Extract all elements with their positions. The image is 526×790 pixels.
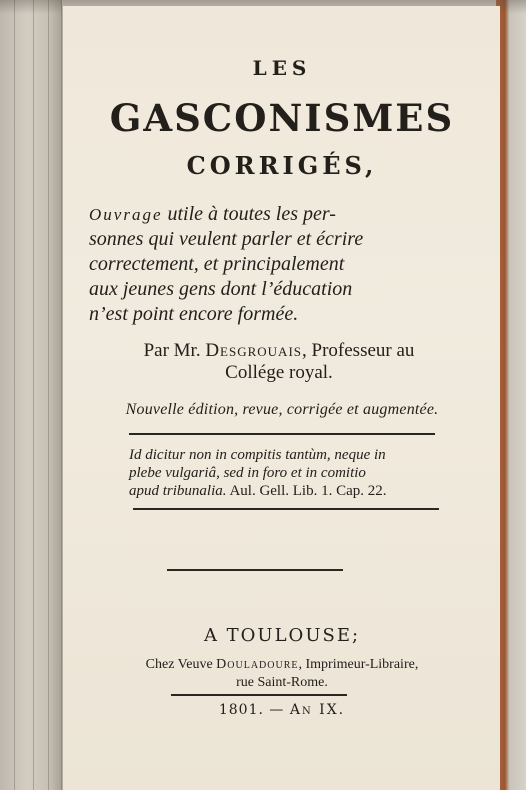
imprint-printer: Chez Veuve Douladoure, Imprimeur-Libraire, rue Saint-Rome.: [77, 656, 487, 692]
printer-name: Douladoure: [216, 657, 299, 672]
edition-note: Nouvelle édition, revue, corrigée et augmentée.: [125, 401, 439, 418]
printer-address: rue Saint-Rome.: [236, 675, 328, 690]
page-subtitle: CORRIGÉS,: [186, 151, 378, 180]
description-line-4: aux jeunes gens dont l’éducation: [89, 278, 353, 300]
title-page: [62, 6, 500, 790]
quote-line-3: apud tribunalia. Aul. Gell. Lib. 1. Cap. 22.: [129, 483, 387, 499]
epigraph-quote: [129, 446, 469, 500]
rule-middle: [167, 569, 343, 571]
rule-top: [129, 433, 435, 435]
description-first-word: Ouvrage: [89, 205, 163, 224]
quote-citation: Aul. Gell. Lib. 1. Cap. 22.: [226, 483, 387, 499]
date-republican: An IX.: [289, 702, 346, 718]
title-article: LES: [252, 56, 312, 80]
author-line: Par Mr. Desgrouais, Professeur au Collége royal.: [83, 340, 475, 384]
description-line-3: correctement, et principalement: [89, 253, 345, 275]
rule-bottom: [133, 508, 439, 510]
description-line-5: n’est point encore formée.: [89, 303, 299, 325]
author-name: Desgrouais: [205, 340, 303, 361]
date-year: 1801.: [218, 702, 264, 718]
quote-line-1: Id dicitur non in compitis tantùm, neque in: [129, 447, 386, 463]
imprint-date: 1801. — An IX.: [218, 702, 346, 718]
quote-line-2: plebe vulgariâ, sed in foro et in comitio: [129, 465, 366, 481]
imprint-city: A TOULOUSE;: [203, 625, 361, 646]
page-title: GASCONISMES: [109, 96, 455, 140]
author-affiliation: Collége royal.: [225, 362, 333, 383]
description-line-1: Ouvrage utile à toutes les per-: [89, 203, 336, 225]
description-line-2: sonnes qui veulent parler et écrire: [89, 228, 364, 250]
work-description: [89, 202, 481, 327]
left-page-edge: [0, 0, 62, 790]
rule-imprint: [171, 694, 347, 696]
